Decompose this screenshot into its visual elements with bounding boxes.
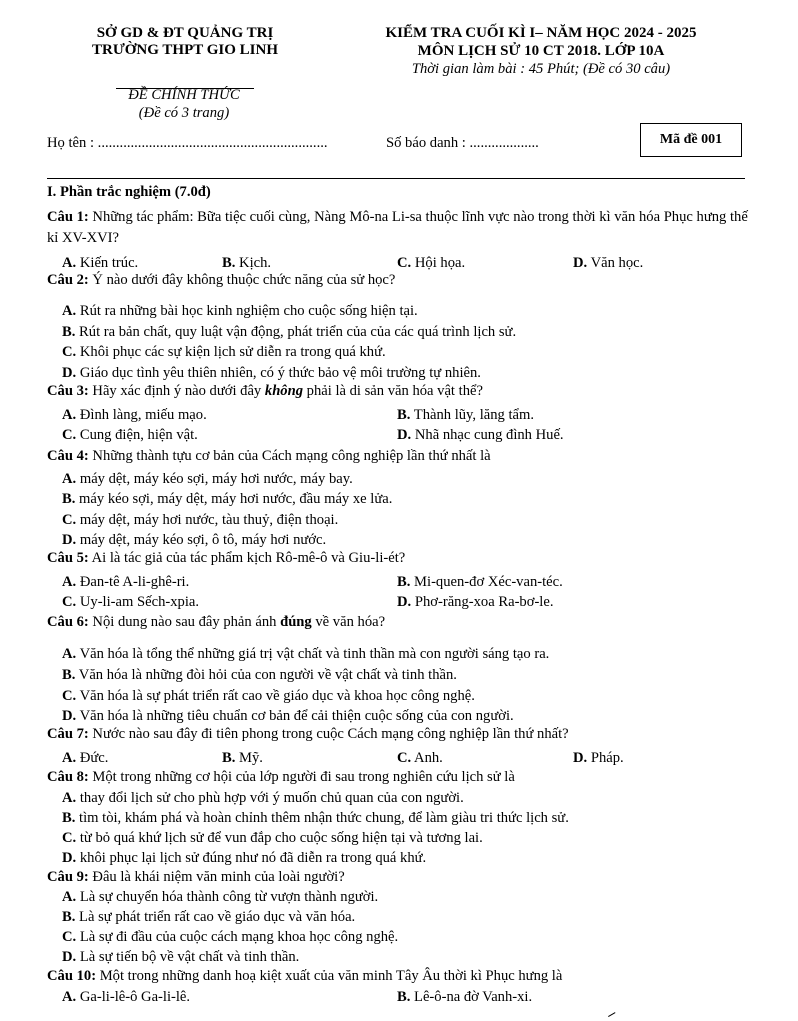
q3-option-c[interactable]: C. Cung điện, hiện vật. [62,427,198,443]
question-label: Câu 1: [47,209,89,225]
q5-option-d[interactable]: D. Phơ-răng-xoa Ra-bơ-le. [397,594,554,610]
question-6: Câu 6: Nội dung nào sau đây phản ánh đúng về văn hóa? [47,614,386,630]
q6-option-d[interactable]: D. Văn hóa là những tiêu chuẩn cơ bản để cải thiện cuộc sống của con người. [62,708,514,724]
question-10: Câu 10: Một trong những danh hoạ kiệt xuất của văn minh Tây Âu thời kì Phục hưng là [47,968,563,984]
q7-option-d[interactable]: D. Pháp. [573,750,624,766]
q4-option-b[interactable]: B. máy kéo sợi, máy dệt, máy hơi nước, đầu máy xe lửa. [62,491,393,507]
school-name: TRƯỜNG THPT GIO LINH [91,42,279,58]
q6-option-b[interactable]: B. Văn hóa là những đòi hỏi của con người về vật chất và tinh thần. [62,667,457,683]
q7-option-b[interactable]: B. Mỹ. [222,750,263,766]
q5-option-b[interactable]: B. Mi-quen-đơ Xéc-van-téc. [397,574,563,590]
q7-option-a[interactable]: A. Đức. [62,750,109,766]
official-label: ĐỀ CHÍNH THỨC [128,87,240,103]
q3-option-b[interactable]: B. Thành lũy, lăng tẩm. [397,407,535,423]
q9-option-b[interactable]: B. Là sự phát triển rất cao về giáo dục và văn hóa. [62,909,356,925]
q4-option-a[interactable]: A. máy dệt, máy kéo sợi, máy hơi nước, máy bay. [62,471,353,487]
header-divider [47,178,745,179]
q8-option-a[interactable]: A. thay đổi lịch sử cho phù hợp với ý muốn chủ quan của con người. [62,790,464,806]
q2-option-c[interactable]: C. Khôi phục các sự kiện lịch sử diễn ra trong quá khứ. [62,344,386,360]
q7-option-c[interactable]: C. Anh. [397,750,443,766]
subject-line: MÔN LỊCH SỬ 10 CT 2018. LỚP 10A [417,43,665,59]
page-corner-mark [608,1012,616,1018]
q3-option-a[interactable]: A. Đình làng, miếu mạo. [62,407,207,423]
exam-title: KIỂM TRA CUỐI KÌ I– NĂM HỌC 2024 - 2025 [385,25,697,41]
exam-code-box: Mã đề 001 [640,123,742,157]
q9-option-d[interactable]: D. Là sự tiến bộ về vật chất và tinh thần. [62,949,300,965]
q10-option-a[interactable]: A. Ga-li-lê-ô Ga-li-lê. [62,989,191,1005]
q1-option-a[interactable]: A. Kiến trúc. [62,255,139,271]
q5-option-a[interactable]: A. Đan-tê A-li-ghê-ri. [62,574,190,590]
q6-option-c[interactable]: C. Văn hóa là sự phát triển rất cao về giáo dục và khoa học công nghệ. [62,688,475,704]
question-3: Câu 3: Hãy xác định ý nào dưới đây không phải là di sản văn hóa vật thể? [47,383,483,399]
q2-option-d[interactable]: D. Giáo dục tình yêu thiên nhiên, có ý thức bảo vệ môi trường tự nhiên. [62,365,481,381]
question-2: Câu 2: Ý nào dưới đây không thuộc chức năng của sử học? [47,272,396,288]
question-9: Câu 9: Đâu là khái niệm văn minh của loài người? [47,869,345,885]
q1-option-b[interactable]: B. Kịch. [222,255,272,271]
q8-option-c[interactable]: C. từ bỏ quá khứ lịch sử để vun đắp cho cuộc sống hiện tại và tương lai. [62,830,483,846]
q8-option-b[interactable]: B. tìm tòi, khám phá và hoàn chỉnh thêm nhận thức chung, để làm giàu tri thức lịch sử. [62,810,569,826]
q4-option-d[interactable]: D. máy dệt, máy kéo sợi, ô tô, máy hơi nước. [62,532,327,548]
question-4: Câu 4: Những thành tựu cơ bản của Cách mạng công nghiệp lần thứ nhất là [47,448,491,464]
q9-option-c[interactable]: C. Là sự đi đầu của cuộc cách mạng khoa học công nghệ. [62,929,399,945]
candidate-number-field[interactable]: Số báo danh : ................... [386,135,539,151]
time-info: Thời gian làm bài : 45 Phút; (Đề có 30 câu) [411,61,671,77]
question-7: Câu 7: Nước nào sau đây đi tiên phong trong cuộc Cách mạng công nghiệp lần thứ nhất? [47,726,569,742]
q1-option-d[interactable]: D. Văn học. [573,255,644,271]
q8-option-d[interactable]: D. khôi phục lại lịch sử đúng như nó đã diễn ra trong quá khứ. [62,850,427,866]
q6-option-a[interactable]: A. Văn hóa là tổng thể những giá trị vật chất và tinh thần mà con người sáng tạo ra. [62,646,550,662]
question-text: Những tác phẩm: Bữa tiệc cuối cùng, Nàng Mô-na Li-sa thuộc lĩnh vực nào trong thời kì văn hóa Phục hưng thế kỉ XV-XVI? [47,209,748,246]
q4-option-c[interactable]: C. máy dệt, máy hơi nước, tàu thuỷ, điện thoại. [62,512,339,528]
student-name-field[interactable]: Họ tên : ............................................................... [47,135,328,151]
q3-option-d[interactable]: D. Nhã nhạc cung đình Huế. [397,427,564,443]
section-title: I. Phần trắc nghiệm (7.0đ) [47,184,211,200]
question-1 [47,207,752,249]
question-8: Câu 8: Một trong những cơ hội của lớp người đi sau trong nghiên cứu lịch sử là [47,769,515,785]
department-name: SỞ GD & ĐT QUẢNG TRỊ [96,25,274,41]
question-5: Câu 5: Ai là tác giả của tác phẩm kịch Rô-mê-ô và Giu-li-ét? [47,550,406,566]
q2-option-b[interactable]: B. Rút ra bản chất, quy luật vận động, phát triển của của các quá trình lịch sử. [62,324,517,340]
q1-option-c[interactable]: C. Hội họa. [397,255,466,271]
q5-option-c[interactable]: C. Uy-li-am Sếch-xpia. [62,594,199,610]
page-count: (Đề có 3 trang) [138,105,230,121]
q10-option-b[interactable]: B. Lê-ô-na đờ Vanh-xi. [397,989,533,1005]
q2-option-a[interactable]: A. Rút ra những bài học kinh nghiệm cho cuộc sống hiện tại. [62,303,418,319]
q9-option-a[interactable]: A. Là sự chuyển hóa thành công từ vượn thành người. [62,889,379,905]
